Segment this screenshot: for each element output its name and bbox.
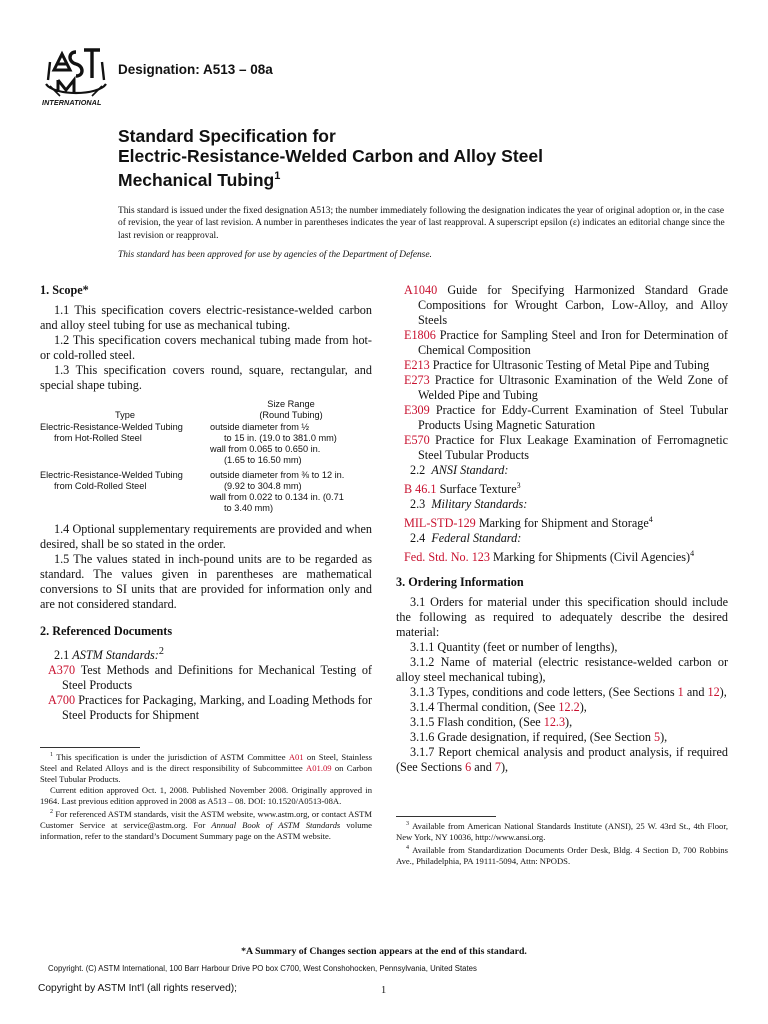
footnote-text: Available from Standardization Documents Order Desk, Bldg. 4 Section D, 700 Robbins Ave., Philadelphia, PA 19111-5094, Attn: NPODS. (396, 844, 728, 866)
table-cell-size (210, 466, 372, 514)
reference-item (40, 693, 372, 723)
military-number: 2.3 (410, 497, 426, 512)
footnote-1 (40, 750, 372, 785)
para-3-1-5 (396, 715, 728, 730)
para-1-1: 1.1 This specification covers electric-resistance-welded carbon and alloy steel tubing for use as mechanical tubing. (40, 303, 372, 332)
astm-standards-number: 2.1 (54, 648, 70, 663)
subcommittee-link[interactable]: A01.09 (306, 762, 332, 773)
left-column (40, 283, 372, 723)
document-title (118, 126, 738, 190)
reference-title: Guide for Specifying Harmonized Standard Grade Compositions for Wrought Carbon, Low-Alloy, and Alloy Steels (418, 283, 729, 327)
reference-link-e1806[interactable]: E1806 (404, 328, 436, 342)
committee-link[interactable]: A01 (288, 751, 304, 762)
reference-title: Practice for Flux Leakage Examination of Ferromagnetic Steel Tubular Products (418, 433, 729, 462)
left-footnotes (40, 747, 372, 842)
reference-item (396, 433, 728, 463)
para-3-1-2: 3.1.2 Name of material (electric resistance-welded carbon or alloy steel mechanical tubing), (396, 655, 728, 685)
footnote-mark: 4 (690, 549, 695, 559)
footnote-mark: 4 (648, 515, 653, 525)
footnote-2 (40, 807, 372, 842)
footnote-mark: 2 (50, 808, 53, 815)
table-row (40, 421, 372, 466)
referenced-documents-heading: 2. Referenced Documents (40, 624, 173, 638)
reference-title: Practice for Ultrasonic Testing of Metal Pipe and Tubing (432, 358, 710, 372)
copyright-line: Copyright. (C) ASTM International, 100 Barr Harbour Drive PO box C700, West Conshohocken, Pennsylvania, United States (48, 964, 477, 973)
size-range-table (40, 399, 372, 514)
para-text: ), (719, 685, 727, 700)
para-3-1: 3.1 Orders for material under this specification should include the following as required to adequately describe the desired material: (396, 595, 728, 640)
reference-item (40, 663, 372, 693)
footnote-mark: 4 (406, 844, 409, 851)
footnote-text: volume information, refer to the standard’s Document Summary page on the ASTM website. (40, 819, 372, 841)
section-link-6[interactable]: 6 (465, 760, 472, 775)
section-link-5[interactable]: 5 (654, 730, 661, 745)
type-line: Electric-Resistance-Welded Tubing (40, 422, 183, 432)
reference-link-e273[interactable]: E273 (404, 373, 430, 387)
federal-standard-label (396, 531, 728, 546)
para-text: and (474, 760, 492, 775)
footnote-italic: Annual Book of ASTM Standards (211, 819, 341, 830)
footnote-mark: 3 (516, 481, 521, 490)
page-number: 1 (381, 985, 387, 996)
type-line: from Cold-Rolled Steel (54, 481, 147, 491)
size-line: (9.92 to 304.8 mm) (224, 481, 302, 491)
para-3-1-3 (396, 685, 728, 700)
dod-approval-statement: This standard has been approved for use by agencies of the Department of Defense. (118, 249, 432, 260)
ansi-title: ANSI Standard: (431, 463, 509, 477)
reference-title: Surface Texture (439, 482, 517, 497)
table-header-row (40, 399, 372, 421)
para-text: ), (565, 715, 573, 730)
para-text: 3.1.4 Thermal condition, (See (410, 700, 556, 715)
table-header-size-label: Size Range (267, 399, 315, 409)
footnote-text: on Steel, Stainless Steel and Related Alloys and is the direct responsibility of Subcommittee (40, 751, 372, 773)
para-1-4: 1.4 Optional supplementary requirements are provided and when desired, shall be so stated in the order. (40, 522, 372, 551)
type-line: Electric-Resistance-Welded Tubing (40, 470, 183, 480)
table-header-size-sub: (Round Tubing) (259, 410, 323, 420)
footnote-3 (396, 819, 728, 843)
table-cell-type (40, 421, 210, 466)
reference-title: Marking for Shipment and Storage (478, 516, 649, 531)
type-line: from Hot-Rolled Steel (54, 433, 142, 443)
federal-title: Federal Standard: (431, 531, 522, 546)
footnote-mark: 2 (158, 646, 164, 657)
federal-number: 2.4 (410, 531, 426, 546)
reference-link-a1040[interactable]: A1040 (404, 283, 438, 297)
reference-item (396, 328, 728, 358)
table-cell-type (40, 466, 210, 514)
footnote-text: on Carbon Steel Tubular Products. (40, 762, 373, 784)
reference-link-e570[interactable]: E570 (404, 433, 430, 447)
footnote-text: For referenced ASTM standards, visit the ASTM website, www.astm.org, or contact ASTM Customer Service at service@astm.org. For (40, 808, 372, 830)
reference-title: Practice for Sampling Steel and Iron for Determination of Chemical Composition (418, 328, 728, 357)
para-3-1-6 (396, 730, 728, 745)
reference-link-mil-std-129[interactable]: MIL-STD-129 (404, 516, 476, 531)
reference-item (396, 546, 728, 565)
copyright-note: Copyright by ASTM Int'l (all rights reserved); (38, 983, 237, 994)
table-header-type: Type (115, 410, 135, 420)
section-link-7[interactable]: 7 (494, 760, 501, 775)
reference-title: Practices for Packaging, Marking, and Loading Methods for Steel Products for Shipment (62, 693, 372, 723)
footnote-mark: 1 (50, 752, 53, 758)
footnote-1-edition: Current edition approved Oct. 1, 2008. Published November 2008. Originally approved in 1964. Last previous edition approved in 2008 as A513 – 08. DOI: 10.1520/A0513-08A. (40, 784, 372, 806)
size-line: outside diameter from ½ (210, 422, 310, 432)
reference-link-e309[interactable]: E309 (404, 403, 430, 417)
size-line: to 15 in. (19.0 to 381.0 mm) (224, 433, 337, 443)
para-3-1-7 (396, 745, 728, 775)
reference-item (396, 403, 728, 433)
size-line: (1.65 to 16.50 mm) (224, 455, 302, 465)
reference-link-e213[interactable]: E213 (404, 358, 430, 372)
footnote-mark: 3 (406, 821, 409, 827)
designation: Designation: A513 – 08a (118, 62, 273, 77)
size-line: to 3.40 mm) (224, 503, 274, 513)
title-line-3 (118, 166, 738, 190)
title-line-1: Standard Specification for (118, 126, 336, 146)
size-line: wall from 0.022 to 0.134 in. (0.71 (210, 492, 344, 502)
footnote-text: Available from American National Standards Institute (ANSI), 25 W. 43rd St., 4th Floor, New York, NY 10036, http://www.ansi.org. (396, 820, 728, 842)
astm-standards-label (40, 644, 372, 663)
summary-of-changes-note: *A Summary of Changes section appears at the end of this standard. (241, 946, 527, 957)
astm-logo-subtext: INTERNATIONAL (42, 98, 102, 107)
size-line: wall from 0.065 to 0.650 in. (210, 444, 321, 454)
section-link-1[interactable]: 1 (677, 685, 684, 700)
para-3-1-1: 3.1.1 Quantity (feet or number of lengths), (410, 640, 618, 655)
footnote-text: This specification is under the jurisdiction of ASTM Committee (56, 751, 286, 762)
ordering-information-heading: 3. Ordering Information (396, 575, 524, 590)
para-text: 3.1.3 Types, conditions and code letters, (See Sections (410, 685, 675, 700)
footnote-4 (396, 843, 728, 867)
section-link-12[interactable]: 12 (707, 685, 720, 700)
preamble (118, 205, 728, 268)
table-header-size (210, 399, 372, 421)
para-1-3: 1.3 This specification covers round, square, rectangular, and special shape tubing. (40, 363, 372, 392)
para-text: 3.1.7 Report chemical analysis and product analysis, if required (See Sections (396, 745, 728, 775)
reference-link-a700[interactable]: A700 (48, 693, 76, 708)
reference-link-b46-1[interactable]: B 46.1 (404, 482, 437, 497)
table-row (40, 466, 372, 514)
reference-item (396, 283, 728, 328)
footnote-divider (396, 816, 496, 817)
astm-logo (40, 40, 112, 110)
reference-title: Test Methods and Definitions for Mechanical Testing of Steel Products (62, 663, 372, 693)
military-standards-label (396, 497, 728, 512)
para-text: 3.1.5 Flash condition, (See (410, 715, 541, 730)
para-text: ), (660, 730, 668, 745)
section-link-12-3[interactable]: 12.3 (543, 715, 566, 730)
para-text: ), (500, 760, 509, 775)
title-line-3-text: Mechanical Tubing (118, 169, 275, 190)
para-1-2: 1.2 This specification covers mechanical tubing made from hot- or cold-rolled steel. (40, 333, 372, 362)
para-3-1-4 (396, 700, 728, 715)
para-text: 3.1.6 Grade designation, if required, (See Section (410, 730, 651, 745)
reference-item (396, 478, 728, 497)
scope-heading: 1. Scope* (40, 283, 89, 297)
para-1-5: 1.5 The values stated in inch-pound units are to be regarded as standard. The values given in parentheses are mathematical conversions to SI units that are provided for information only and are not considered standard. (40, 552, 372, 611)
reference-title: Marking for Shipments (Civil Agencies) (493, 550, 691, 565)
reference-title: Practice for Eddy-Current Examination of Steel Tubular Products Using Magnetic Saturation (418, 403, 729, 432)
astm-standards-title: ASTM Standards: (72, 648, 159, 663)
ansi-number: 2.2 (410, 463, 426, 477)
right-footnotes (396, 819, 728, 867)
reference-item (396, 373, 728, 403)
reference-link-a370[interactable]: A370 (48, 663, 76, 678)
issued-statement: This standard is issued under the fixed designation A513; the number immediately following the designation indicates the year of original adoption or, in the case of revision, the year of last revision. A number in parentheses indicates the year of last reapproval. A superscript epsilon (ε) indicates an editorial change since the last revision or reapproval. (118, 206, 725, 241)
para-text: and (686, 685, 705, 700)
title-line-2: Electric-Resistance-Welded Carbon and Alloy Steel (118, 146, 543, 166)
table-cell-size (210, 421, 372, 466)
reference-link-fed-std-123[interactable]: Fed. Std. No. 123 (404, 550, 490, 565)
reference-title: Practice for Ultrasonic Examination of the Weld Zone of Welded Pipe and Tubing (418, 373, 729, 402)
para-text: ), (579, 700, 587, 715)
title-footnote-mark: 1 (274, 170, 281, 182)
right-column (396, 283, 728, 775)
reference-item (396, 358, 728, 373)
size-line: outside diameter from ⅜ to 12 in. (210, 470, 345, 480)
section-link-12-2[interactable]: 12.2 (558, 700, 580, 715)
reference-item (396, 512, 728, 531)
military-title: Military Standards: (431, 497, 528, 512)
ansi-standard-label (396, 463, 728, 478)
